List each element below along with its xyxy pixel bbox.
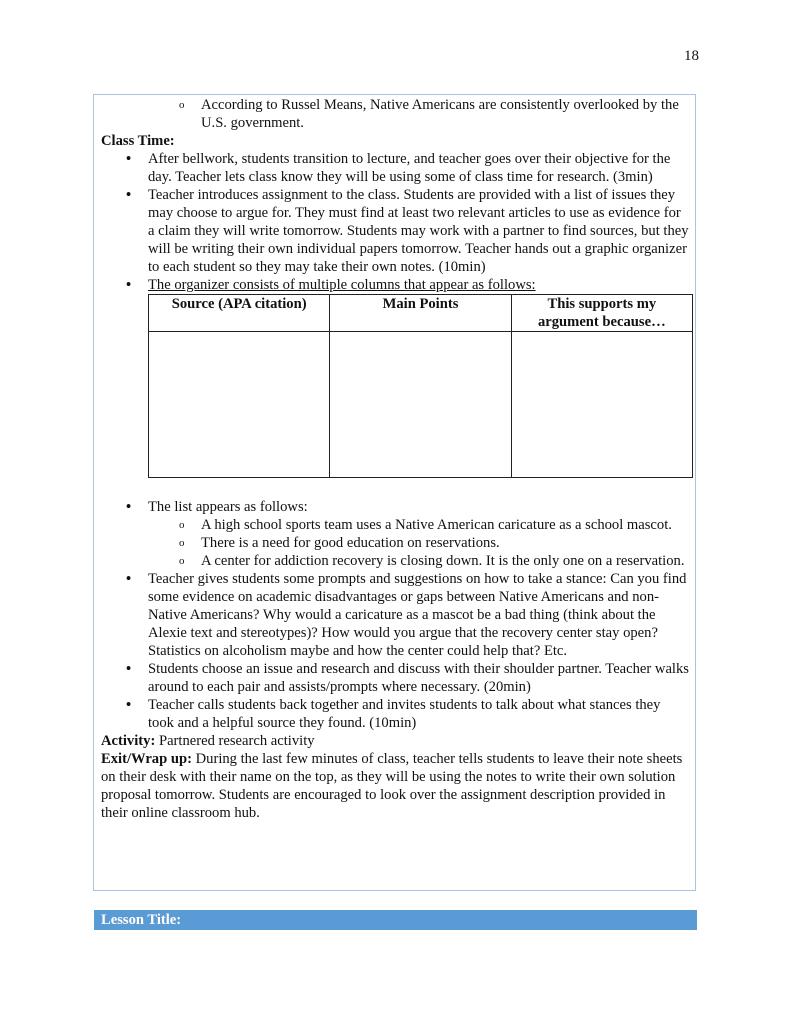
- table-row: [149, 332, 693, 478]
- column-header-supports: This supports my argument because…: [511, 295, 692, 332]
- issue-item: [101, 552, 689, 570]
- list-item: [101, 660, 689, 696]
- bullet-icon: •: [126, 571, 132, 587]
- sub-item-text: According to Russel Means, Native Americans are consistently overlooked by the U.S. government.: [201, 97, 679, 131]
- sub-list-item: [101, 96, 689, 132]
- lesson-title-label: Lesson Title:: [101, 912, 182, 928]
- issue-item: [101, 516, 689, 534]
- lesson-plan-box: [93, 94, 696, 891]
- activity-text: Partnered research activity: [155, 733, 315, 749]
- list-item: [101, 570, 689, 660]
- table-cell: [149, 332, 330, 478]
- bullet-icon: •: [126, 277, 132, 293]
- spacer: [101, 478, 689, 498]
- lesson-title-bar: [94, 910, 697, 930]
- bullet-icon: •: [126, 697, 132, 713]
- issue-text: A high school sports team uses a Native American caricature as a school mascot.: [201, 517, 672, 533]
- list-item-text: After bellwork, students transition to lecture, and teacher goes over their objective for the day. Teacher lets class know they will be using some of class time for research. (3min): [148, 151, 671, 185]
- list-item-text: Teacher gives students some prompts and suggestions on how to take a stance: Can you find some evidence on academic disadvantages or gaps between Native Americans and non-Native Americans? Why would a caricature as a mascot be a bad thing (think about the Alexie text and stereotypes)? How would you argue that the recovery center stay open? Statistics on alcoholism maybe and how the center could help that? Etc.: [148, 571, 687, 659]
- table-cell: [511, 332, 692, 478]
- table-header-row: [149, 295, 693, 332]
- list-item-text: Teacher calls students back together and invites students to talk about what stances they took and a helpful source they found. (10min): [148, 697, 661, 731]
- list-item-text: The organizer consists of multiple columns that appear as follows:: [148, 277, 536, 293]
- hollow-bullet-icon: o: [179, 555, 185, 567]
- bullet-icon: •: [126, 187, 132, 203]
- list-item-text: Teacher introduces assignment to the class. Students are provided with a list of issues they may choose to argue for. They must find at least two relevant articles to use as evidence for a claim they will write tomorrow. Students may work with a partner to find sources, but they will be writing their own individual papers tomorrow. Teacher hands out a graphic organizer to each student so they may take their own notes. (10min): [148, 187, 689, 275]
- issue-text: There is a need for good education on reservations.: [201, 535, 500, 551]
- exit-wrap-up-paragraph: [101, 750, 689, 822]
- column-header-source: Source (APA citation): [149, 295, 330, 332]
- list-item: [101, 696, 689, 732]
- list-item: [101, 150, 689, 186]
- list-item-text: The list appears as follows:: [148, 499, 308, 515]
- hollow-bullet-icon: o: [179, 537, 185, 549]
- hollow-bullet-icon: o: [179, 519, 185, 531]
- issue-text: A center for addiction recovery is closing down. It is the only one on a reservation.: [201, 553, 685, 569]
- bullet-icon: •: [126, 499, 132, 515]
- exit-label: Exit/Wrap up:: [101, 751, 192, 767]
- hollow-bullet-icon: o: [179, 99, 185, 111]
- activity-line: [101, 732, 689, 750]
- list-item: [101, 276, 689, 294]
- activity-label: Activity:: [101, 733, 156, 749]
- table-cell: [330, 332, 511, 478]
- list-item-text: Students choose an issue and research and discuss with their shoulder partner. Teacher walks around to each pair and assists/prompts where necessary. (20min): [148, 661, 689, 695]
- issue-item: [101, 534, 689, 552]
- exit-text: During the last few minutes of class, teacher tells students to leave their note sheets on their desk with their name on the top, as they will be using the notes to write their own solution proposal tomorrow. Students are encouraged to look over the assignment description provided in their online classroom hub.: [101, 751, 683, 821]
- graphic-organizer-table: [148, 294, 693, 478]
- bullet-icon: •: [126, 661, 132, 677]
- bullet-icon: •: [126, 151, 132, 167]
- page-number: 18: [684, 48, 699, 64]
- list-item: [101, 498, 689, 516]
- list-item: [101, 186, 689, 276]
- class-time-heading: Class Time:: [101, 133, 175, 149]
- column-header-main-points: Main Points: [330, 295, 511, 332]
